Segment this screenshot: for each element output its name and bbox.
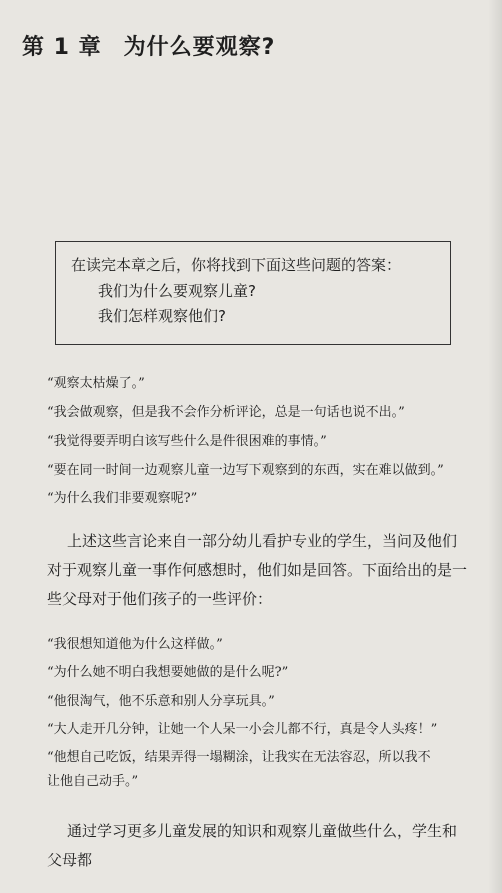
learning-objectives-box	[55, 241, 451, 345]
student-quote: “观察太枯燥了。”	[47, 376, 145, 391]
parent-quote: “他想自己吃饭，结果弄得一塌糊涂，让我实在无法容忍，所以我不	[47, 750, 431, 765]
student-quote: “为什么我们非要观察呢?”	[47, 491, 198, 506]
parent-quote: “他很淘气，他不乐意和别人分享玩具。”	[47, 694, 275, 709]
parent-quote: 让他自己动手。”	[47, 774, 139, 789]
student-quote: “要在同一时间一边观察儿童一边写下观察到的东西，实在难以做到。”	[47, 463, 444, 478]
objective-question: 我们怎样观察他们?	[98, 307, 226, 325]
paragraph-text: 上述这些言论来自一部分幼儿看护专业的学生，当问及他们对于观察儿童一事作何感想时，他们如是回答。下面给出的是一些父母对于他们孩子的一些评价：	[47, 532, 468, 608]
objectives-intro: 在读完本章之后，你将找到下面这些问题的答案：	[71, 256, 402, 274]
chapter-heading	[22, 30, 275, 61]
student-quote: “我觉得要弄明白该写些什么是件很困难的事情。”	[47, 434, 327, 449]
paragraph-text: 通过学习更多儿童发展的知识和观察儿童做些什么，学生和父母都	[47, 822, 458, 869]
chapter-title: 为什么要观察?	[123, 35, 276, 60]
parent-quote: “大人走开几分钟，让她一个人呆一小会儿都不行，真是令人头疼！”	[47, 722, 438, 737]
parent-quote: “我很想知道他为什么这样做。”	[47, 637, 223, 652]
body-paragraph	[47, 817, 467, 875]
student-quote: “我会做观察，但是我不会作分析评论，总是一句话也说不出。”	[47, 405, 405, 420]
chapter-number: 第 1 章	[22, 35, 102, 60]
page-shadow	[488, 0, 502, 893]
parent-quote: “为什么她不明白我想要她做的是什么呢?”	[47, 665, 289, 680]
body-paragraph	[47, 527, 467, 614]
objective-question: 我们为什么要观察儿童?	[98, 282, 256, 300]
